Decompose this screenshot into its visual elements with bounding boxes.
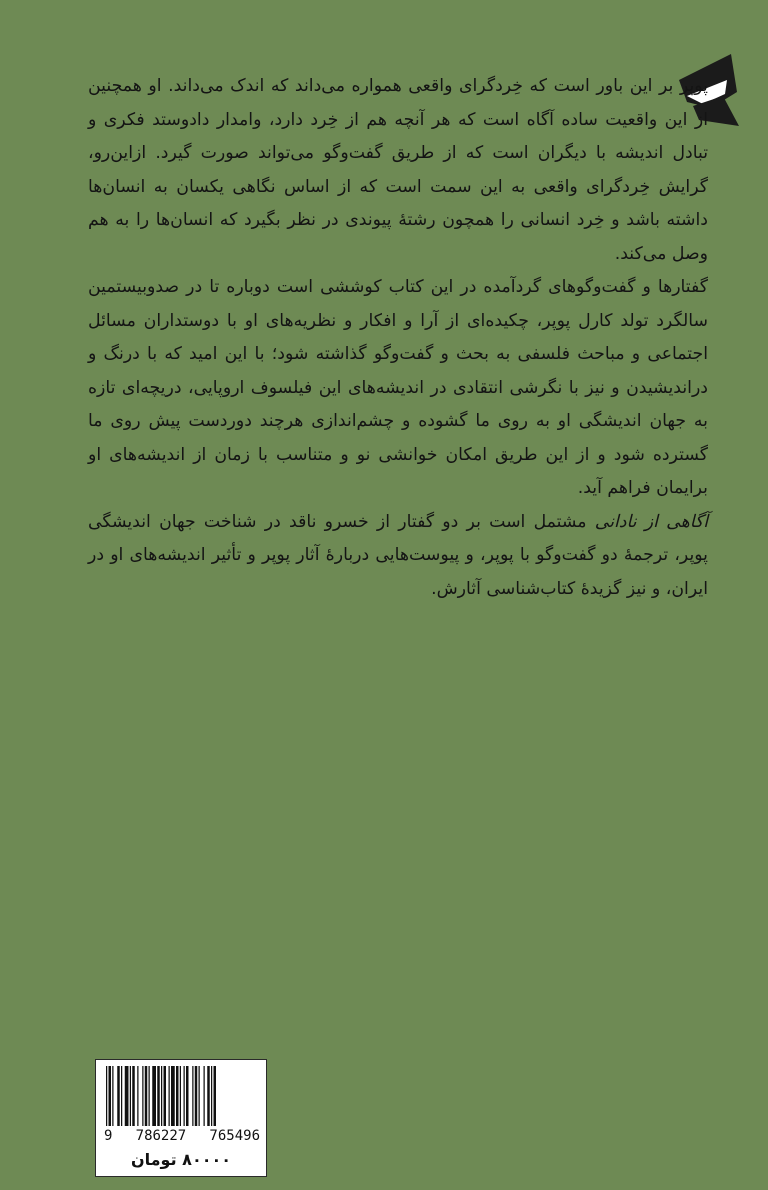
barcode-bar <box>145 1066 148 1126</box>
barcode-bar <box>180 1066 181 1126</box>
blurb-text <box>88 70 708 606</box>
barcode-bar <box>164 1066 167 1126</box>
paragraph-1: پوپر بر این باور است که خِردگرای واقعی همواره می‌داند که اندک می‌داند. او همچنین از این واقعیت ساده آگاه است که هر آنچه هم از خِرد دارد، وامدار دادوستد فکری و تبادل اندیشه با دیگران است که از طریق گفت‌وگو می‌تواند صورت گیرد. ازاین‌رو، گرایش خِردگرای واقعی به این سمت است که از اساس نگاهی یکسان به انسان‌ها داشته باشد و خِرد انسانی را همچون رشتهٔ پیوندی در نظر بگیرد که انسان‌ها را به هم وصل می‌کند. <box>88 76 708 264</box>
isbn-group-2: 765496 <box>209 1128 260 1144</box>
barcode-bar <box>117 1066 120 1126</box>
barcode-bar <box>106 1066 107 1126</box>
barcode-bar <box>132 1066 135 1126</box>
barcode-bar <box>207 1066 210 1126</box>
isbn-group-1: 786227 <box>135 1128 187 1144</box>
barcode-bar <box>152 1066 156 1126</box>
paragraph-2: گفتارها و گفت‌وگوهای گردآمده در این کتاب کوششی است دوباره تا در صدوبیستمین سالگرد تولد کارل پوپر، چکیده‌ای از آرا و افکار و نظریه‌های او با دوستداران مسائل اجتماعی و مباحث فلسفی به بحث و گفت‌وگو گذاشته شود؛ با این امید که با درنگ و دراندیشیدن و نیز با نگرشی انتقادی در اندیشه‌های این فیلسوف اروپایی، دریچه‌ای تازه به جهان اندیشگی او به روی ما گشوده و چشم‌اندازی هرچند دوردست پیش روی ما گسترده شود و از این طریق امکان خوانشی نو و متناسب با زمان از اندیشه‌های او برایمان فراهم آید. <box>88 277 708 498</box>
barcode-bar <box>195 1066 198 1126</box>
barcode-bar <box>186 1066 189 1126</box>
barcode-bar <box>137 1066 138 1126</box>
barcode-bar <box>176 1066 179 1126</box>
barcode-bar <box>121 1066 122 1126</box>
barcode-bar <box>161 1066 162 1126</box>
barcode-bar <box>192 1066 193 1126</box>
barcode-bar <box>142 1066 143 1126</box>
book-title-italic: آگاهی از نادانی <box>594 511 708 532</box>
barcode-bar <box>125 1066 129 1126</box>
paragraph-3-body: مشتمل است بر دو گفتار از خسرو ناقد در شناخت جهان اندیشگی پوپر، ترجمهٔ دو گفت‌وگو با پوپر، و پیوست‌هایی دربارهٔ آثار پوپر و تأثیر اندیشه‌های او در ایران، و نیز گزیدهٔ کتاب‌شناسی آثارش. <box>88 511 708 599</box>
barcode-bar <box>199 1066 200 1126</box>
isbn-digits <box>104 1128 260 1144</box>
barcode-bar <box>130 1066 131 1126</box>
barcode-bar <box>214 1066 217 1126</box>
barcode-bar <box>149 1066 150 1126</box>
barcode-bar <box>112 1066 113 1126</box>
barcode-bar <box>184 1066 185 1126</box>
barcode-bar <box>171 1066 175 1126</box>
barcode-bar <box>109 1066 112 1126</box>
barcode-bar <box>204 1066 205 1126</box>
barcode-bar <box>169 1066 170 1126</box>
price-label: ۸۰۰۰۰ تومان <box>130 1150 231 1169</box>
isbn-first-digit: 9 <box>104 1128 113 1144</box>
barcode-bars <box>104 1066 260 1126</box>
barcode-bar <box>157 1066 160 1126</box>
barcode-bar <box>211 1066 212 1126</box>
paragraph-3 <box>88 506 708 607</box>
barcode-label <box>95 1059 267 1177</box>
